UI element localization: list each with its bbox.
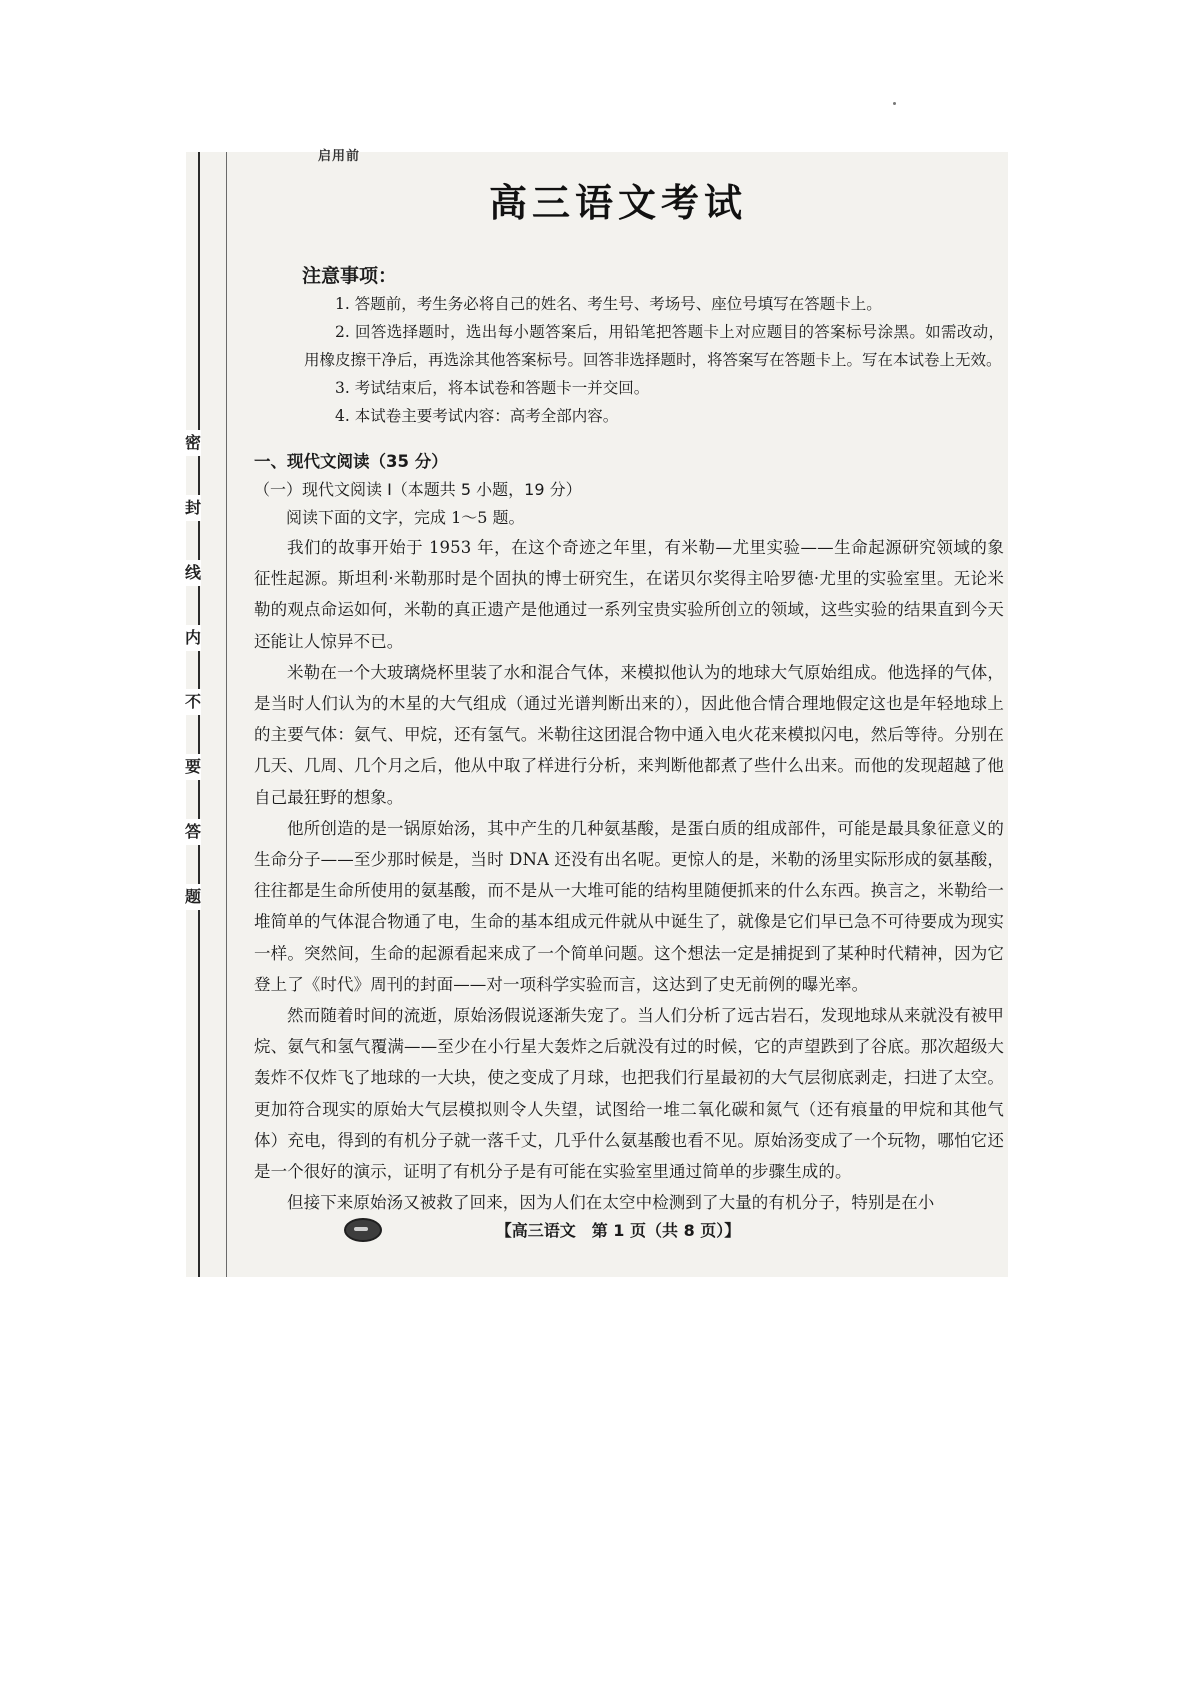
seal-char: 题	[185, 884, 201, 910]
page-footer: 【高三语文 第 1 页（共 8 页）】	[495, 1221, 741, 1240]
notice-item: 1. 答题前，考生务必将自己的姓名、考生号、考场号、座位号填写在答题卡上。	[335, 295, 882, 313]
reading-passage	[254, 532, 1004, 1218]
notice-block	[254, 262, 1004, 430]
binding-line-inner	[226, 152, 227, 1277]
passage-paragraph: 米勒在一个大玻璃烧杯里装了水和混合气体，来模拟他认为的地球大气原始组成。他选择的气体，是当时人们认为的木星的大气组成（通过光谱判断出来的），因此他合情合理地假定这也是年轻地球上的主要气体：氨气、甲烷，还有氢气。米勒往这团混合物中通入电火花来模拟闪电，然后等待。分别在几天、几周、几个月之后，他从中取了样进行分析，来判断他都煮了些什么出来。而他的发现超越了他自己最狂野的想象。	[254, 662, 1004, 807]
confidential-mark: 启用前	[318, 149, 361, 164]
notice-item: 2. 回答选择题时，选出每小题答案后，用铅笔把答题卡上对应题目的答案标号涂黑。如需改动，用橡皮擦干净后，再选涂其他答案标号。回答非选择题时，将答案写在答题卡上。写在本试卷上无效。	[304, 323, 1004, 369]
seal-char: 密	[185, 430, 201, 456]
seal-char: 封	[185, 495, 201, 521]
subsection-heading: （一）现代文阅读 Ⅰ（本题共 5 小题，19 分）	[254, 480, 582, 499]
seal-char: 答	[185, 819, 201, 845]
notice-item: 3. 考试结束后，将本试卷和答题卡一并交回。	[335, 379, 650, 397]
passage-paragraph: 但接下来原始汤又被救了回来，因为人们在太空中检测到了大量的有机分子，特别是在小	[287, 1193, 935, 1213]
passage-paragraph: 他所创造的是一锅原始汤，其中产生的几种氨基酸，是蛋白质的组成部件，可能是最具象征意义的生命分子——至少那时候是，当时 DNA 还没有出名呢。更惊人的是，米勒的汤里实际形成的氨基酸，往往都是生命所使用的氨基酸，而不是从一大堆可能的结构里随便抓来的什么东西。换言之，米勒给一堆简单的气体混合物通了电，生命的基本组成元件就从中诞生了，就像是它们早已急不可待要成为现实一样。突然间，生命的起源看起来成了一个简单问题。这个想法一定是捕捉到了某种时代精神，因为它登上了《时代》周刊的封面——对一项科学实验而言，这达到了史无前例的曝光率。	[254, 818, 1004, 994]
page-title: 高三语文考试	[488, 181, 747, 225]
section-heading: 一、现代文阅读（35 分）	[254, 452, 448, 471]
seal-char: 线	[185, 560, 201, 586]
reading-instruction: 阅读下面的文字，完成 1～5 题。	[286, 508, 525, 527]
notice-heading: 注意事项：	[302, 265, 398, 287]
exam-content	[254, 262, 1004, 1218]
passage-paragraph: 然而随着时间的流逝，原始汤假说逐渐失宠了。当人们分析了远古岩石，发现地球从来就没有被甲烷、氨气和氢气覆满——至少在小行星大轰炸之后就没有过的时候，它的声望跌到了谷底。那次超级大轰炸不仅炸飞了地球的一大块，使之变成了月球，也把我们行星最初的大气层彻底剥走，扫进了太空。更加符合现实的原始大气层模拟则令人失望，试图给一堆二氧化碳和氮气（还有痕量的甲烷和其他气体）充电，得到的有机分子就一落千丈，几乎什么氨基酸也看不见。原始汤变成了一个玩物，哪怕它还是一个很好的演示，证明了有机分子是有可能在实验室里通过简单的步骤生成的。	[254, 1006, 1004, 1182]
seal-char: 不	[185, 689, 201, 715]
seal-char: 内	[185, 625, 201, 651]
passage-paragraph: 我们的故事开始于 1953 年，在这个奇迹之年里，有米勒—尤里实验——生命起源研究领域的象征性起源。斯坦利·米勒那时是个固执的博士研究生，在诺贝尔奖得主哈罗德·尤里的实验室里。无论米勒的观点命运如何，米勒的真正遗产是他通过一系列宝贵实验所创立的领域，这些实验的结果直到今天还能让人惊异不已。	[254, 538, 1004, 651]
notice-item: 4. 本试卷主要考试内容：高考全部内容。	[335, 407, 619, 425]
seal-char: 要	[185, 754, 201, 780]
seal-line-text	[183, 430, 203, 910]
scan-speck	[893, 102, 896, 105]
